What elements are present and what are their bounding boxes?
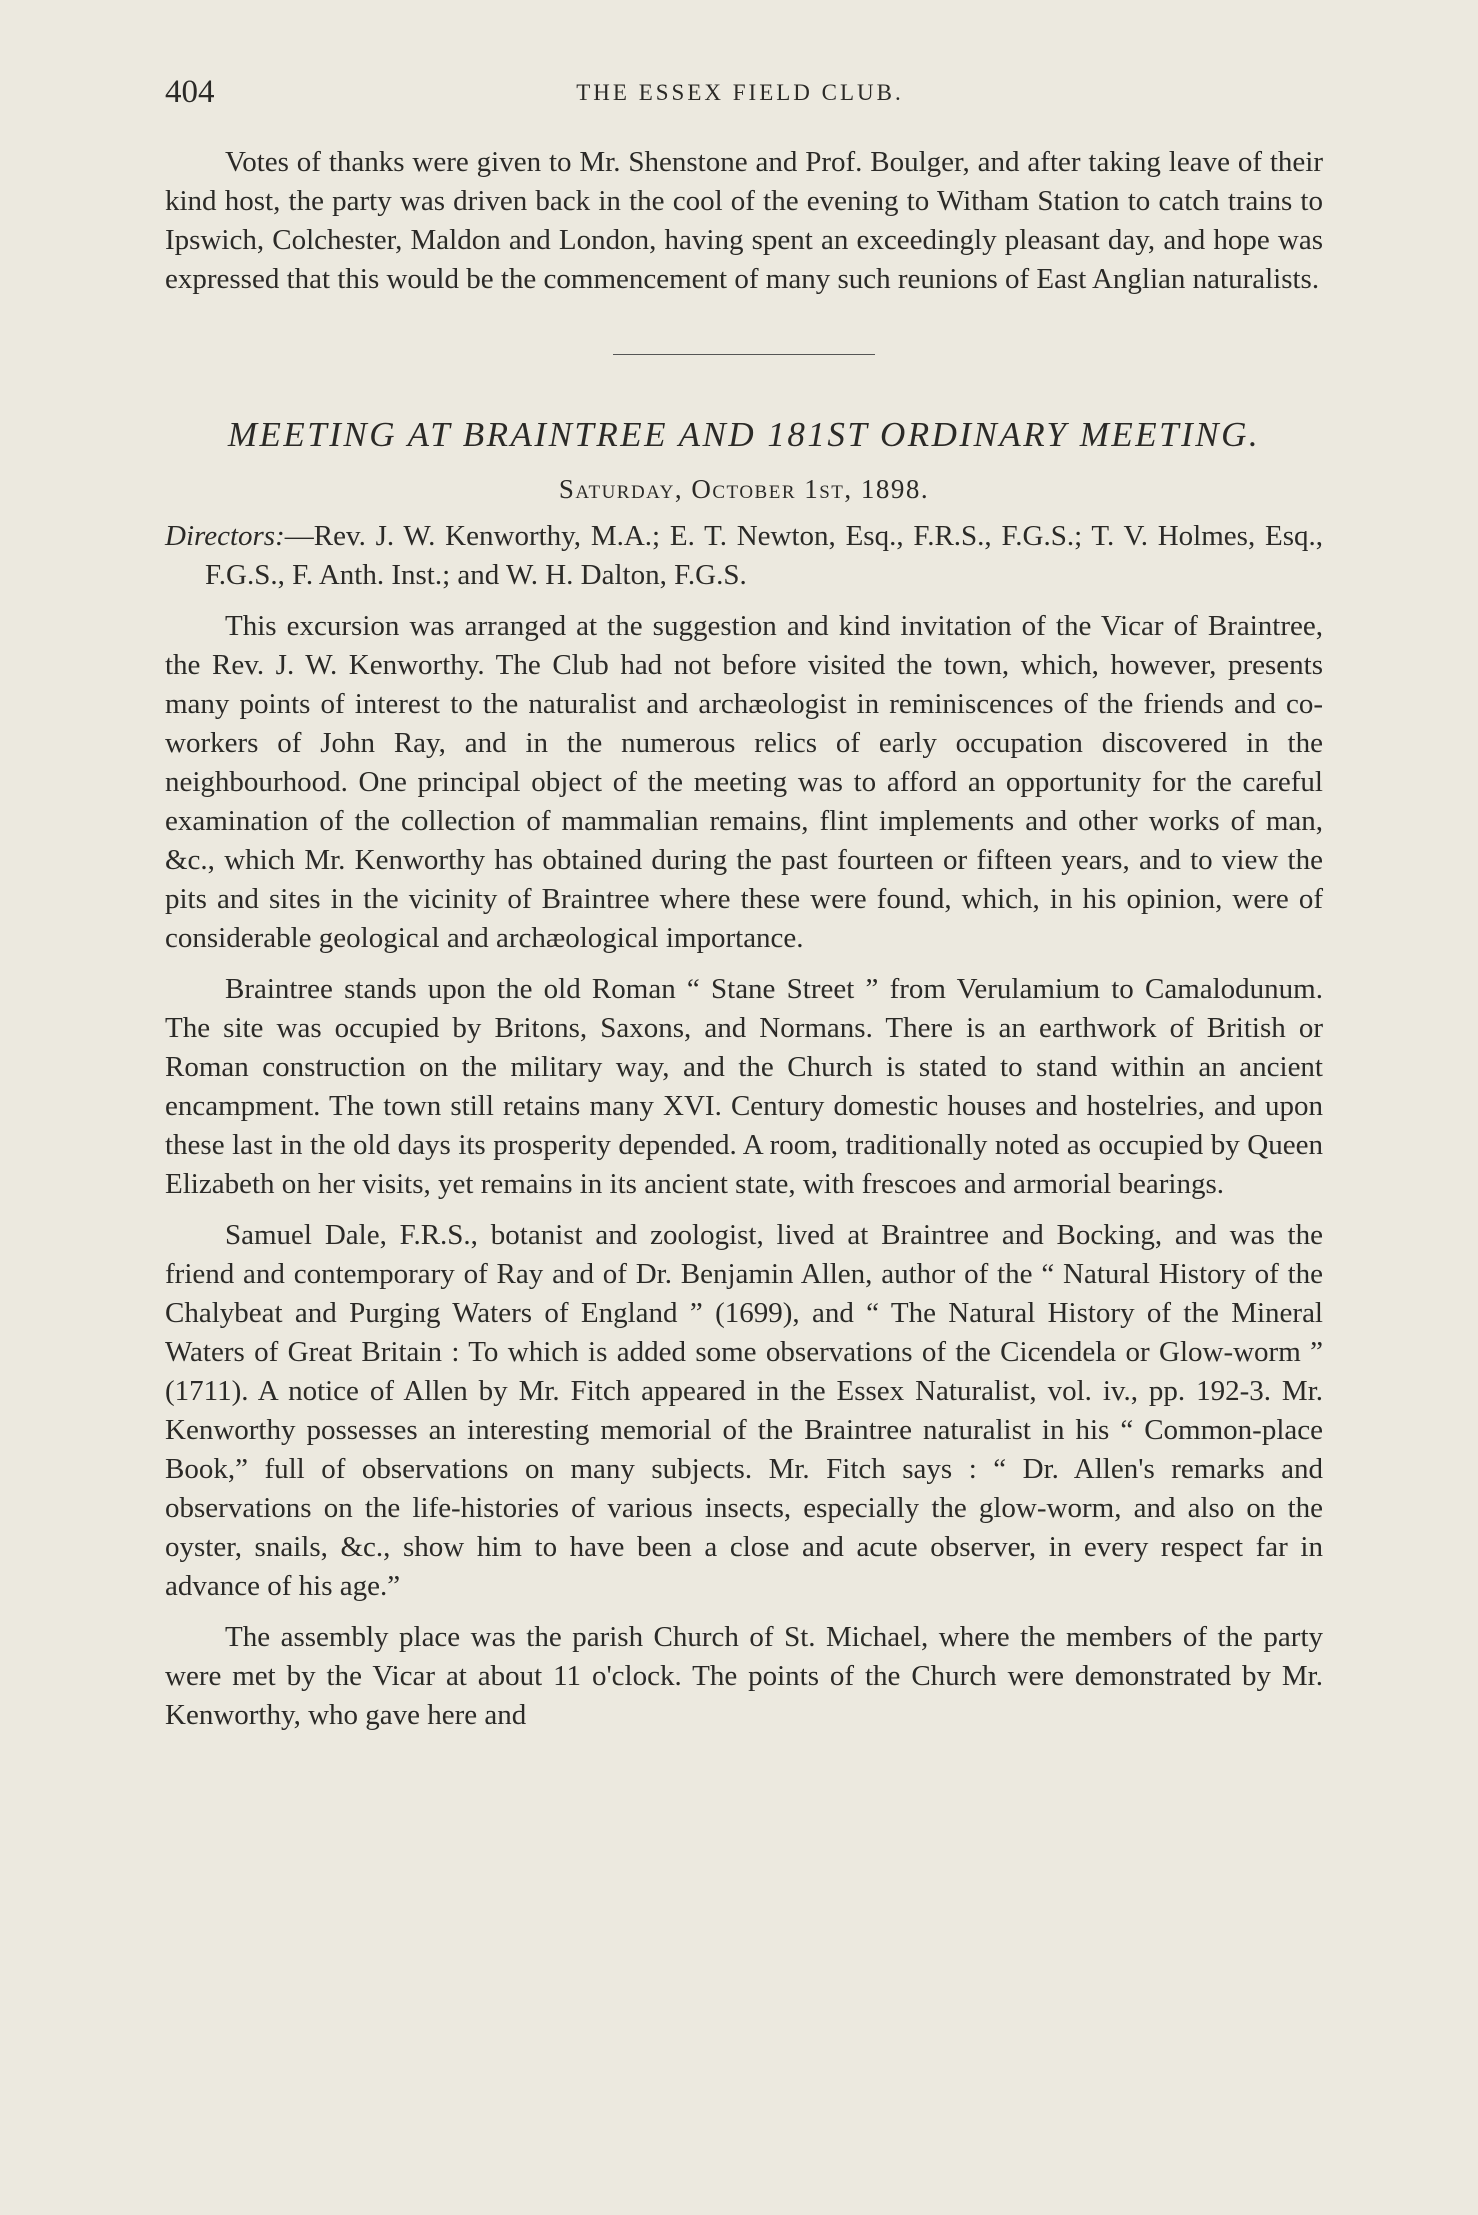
directors-line — [165, 517, 1323, 595]
page-number: 404 — [165, 74, 215, 110]
section-divider — [613, 354, 875, 355]
opening-paragraph: Votes of thanks were given to Mr. Shenstone and Prof. Boulger, and after taking leave of their kind host, the party was driven back in the cool of the evening to Witham Station to catch trains to Ipswich, Colchester, Maldon and London, having spent an exceedingly pleasant day, and hope was expressed that this would be the commencement of many such reunions of East Anglian naturalists. — [165, 146, 1323, 295]
directors-label: Directors: — [165, 520, 285, 552]
running-title: THE ESSEX FIELD CLUB. — [576, 80, 904, 105]
section-heading: MEETING AT BRAINTREE AND 181ST ORDINARY MEETING. — [227, 415, 1261, 454]
page-body — [165, 143, 1323, 1735]
body-paragraph-4: The assembly place was the parish Church of St. Michael, where the members of the party were met by the Vicar at about 11 o'clock. The points of the Church were demonstrated by Mr. Kenworthy, who gave here and — [165, 1621, 1323, 1731]
body-paragraph-1: This excursion was arranged at the suggestion and kind invitation of the Vicar of Braintree, the Rev. J. W. Kenworthy. The Club had not before visited the town, which, however, presents many points of interest to the naturalist and archæologist in reminiscences of the friends and co-workers of John Ray, and in the numerous relics of early occupation discovered in the neighbourhood. One principal object of the meeting was to afford an opportunity for the careful examination of the collection of mammalian remains, flint implements and other works of man, &c., which Mr. Kenworthy has obtained during the past fourteen or fifteen years, and to view the pits and sites in the vicinity of Braintree where these were found, which, in his opinion, were of considerable geological and archæological importance. — [165, 610, 1323, 954]
directors-text: —Rev. J. W. Kenworthy, M.A.; E. T. Newton, Esq., F.R.S., F.G.S.; T. V. Holmes, Esq., F.G.S., F. Anth. Inst.; and W. H. Dalton, F.G.S. — [205, 520, 1323, 591]
body-paragraph-3: Samuel Dale, F.R.S., botanist and zoologist, lived at Braintree and Bocking, and was the friend and contemporary of Ray and of Dr. Benjamin Allen, author of the “ Natural History of the Chalybeat and Purging Waters of England ” (1699), and “ The Natural History of the Mineral Waters of Great Britain : To which is added some observations of the Cicendela or Glow-worm ” (1711). A notice of Allen by Mr. Fitch appeared in the Essex Naturalist, vol. iv., pp. 192-3. Mr. Kenworthy possesses an interesting memorial of the Braintree naturalist in his “ Common-place Book,” full of observations on many subjects. Mr. Fitch says : “ Dr. Allen's remarks and observations on the life-histories of various insects, especially the glow-worm, and also on the oyster, snails, &c., show him to have been a close and acute observer, in every respect far in advance of his age.” — [165, 1219, 1323, 1602]
body-paragraph-2: Braintree stands upon the old Roman “ Stane Street ” from Verulamium to Camalodunum. The site was occupied by Britons, Saxons, and Normans. There is an earthwork of British or Roman construction on the military way, and the Church is stated to stand within an ancient encampment. The town still retains many XVI. Century domestic houses and hostelries, and upon these last in the old days its prosperity depended. A room, traditionally noted as occupied by Queen Elizabeth on her visits, yet remains in its ancient state, with frescoes and armorial bearings. — [165, 973, 1323, 1200]
page-header — [165, 74, 1315, 120]
section-dateline: Saturday, October 1st, 1898. — [558, 474, 930, 504]
